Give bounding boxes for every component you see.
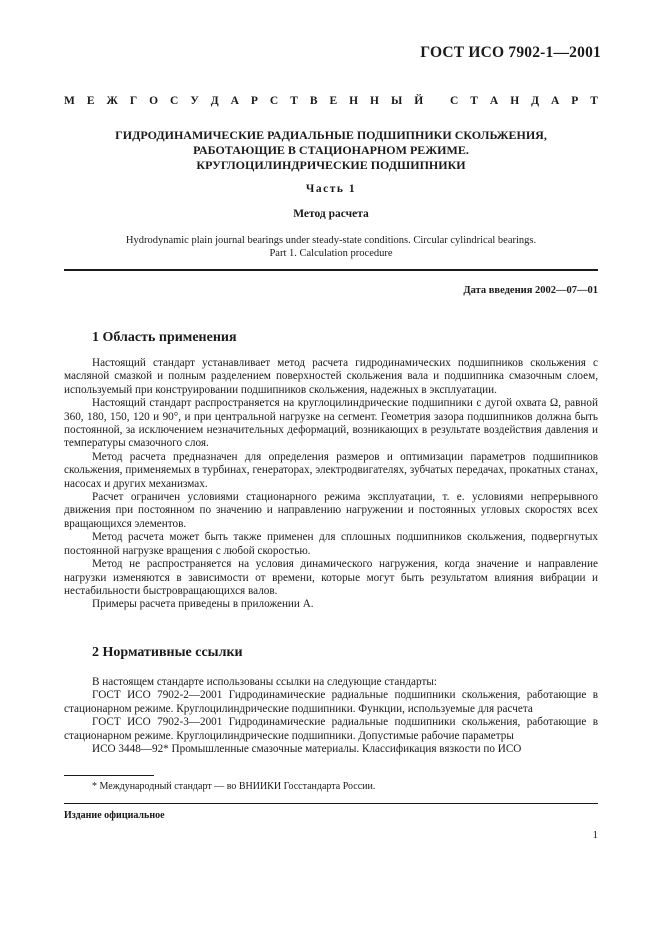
section-1-paragraph: Примеры расчета приведены в приложении А. bbox=[92, 598, 314, 611]
banner-letter: Н bbox=[510, 95, 520, 107]
banner-letter: Е bbox=[86, 95, 95, 107]
banner-letter: Ы bbox=[390, 95, 403, 107]
document-title bbox=[64, 128, 598, 173]
section-2-paragraph: ИСО 3448—92* Промышленные смазочные материалы. Классификация вязкости по ИСО bbox=[92, 743, 522, 756]
banner-letter: Й bbox=[414, 95, 424, 107]
banner-letter: Н bbox=[349, 95, 359, 107]
banner-letter: С bbox=[269, 95, 279, 107]
section-2-paragraph: В настоящем стандарте использованы ссылки на следующие стандарты: bbox=[92, 676, 437, 688]
official-divider bbox=[64, 803, 598, 804]
section-1-paragraph: Метод не распространяется на условия динамического нагружения, когда значение и направление нагрузки изменяются в зависимости от времени, которые могут быть результатом влияния вибрации и нестабильности быстровращающихся валов. bbox=[64, 558, 598, 597]
footnote-divider bbox=[64, 775, 154, 776]
official-edition-label: Издание официальное bbox=[64, 810, 165, 821]
method-title: Метод расчета bbox=[293, 208, 369, 220]
page-number: 1 bbox=[592, 829, 598, 841]
section-1-heading: 1 Область применения bbox=[92, 330, 237, 345]
title-line-1: ГИДРОДИНАМИЧЕСКИЕ РАДИАЛЬНЫЕ ПОДШИПНИКИ СКОЛЬЖЕНИЯ, bbox=[115, 128, 547, 142]
banner-letter: Т bbox=[590, 95, 598, 107]
section-1-paragraph: Расчет ограничен условиями стационарного режима эксплуатации, т. е. условиями непрерывного движения при постоянном по значению и направлению нагружении и постоянных угловых скоростях всех вращающихся элементов. bbox=[64, 491, 598, 530]
section-1-paragraph: Метод расчета предназначен для определения размеров и оптимизации параметров подшипников скольжения, применяемых в турбинах, генераторах, электродвигателях, зубчатых передачах, прокатных станах, насосах и других механизмах. bbox=[64, 450, 598, 490]
introduction-date: Дата введения 2002—07—01 bbox=[463, 285, 598, 296]
banner-letter: У bbox=[190, 95, 199, 107]
english-title-line-2: Part 1. Calculation procedure bbox=[269, 248, 393, 259]
section-2-paragraph: ГОСТ ИСО 7902-3—2001 Гидродинамические радиальные подшипники скольжения, работающие в стационарном режиме. Круглоцилиндрические подшипники. Допустимые рабочие параметры bbox=[64, 716, 598, 742]
banner-letter: Г bbox=[129, 95, 138, 107]
english-title-line-1: Hydrodynamic plain journal bearings under steady-state conditions. Circular cylindrical bearings. bbox=[125, 235, 537, 246]
banner-letter: Е bbox=[329, 95, 338, 107]
banner-letter: Р bbox=[571, 95, 579, 107]
banner-letter: А bbox=[551, 95, 560, 107]
banner-letter: Н bbox=[370, 95, 379, 107]
banner-letter: В bbox=[309, 95, 318, 107]
banner-letter: Р bbox=[250, 95, 258, 107]
interstate-standard-banner bbox=[64, 95, 598, 107]
banner-letter bbox=[435, 95, 438, 107]
section-2-body bbox=[64, 676, 598, 756]
title-divider bbox=[64, 269, 598, 271]
banner-letter: М bbox=[64, 95, 75, 107]
banner-letter: Ж bbox=[106, 95, 118, 107]
part-label: Часть 1 bbox=[305, 183, 357, 195]
english-title bbox=[64, 234, 598, 260]
banner-letter: О bbox=[149, 95, 159, 107]
title-line-3: КРУГЛОЦИЛИНДРИЧЕСКИЕ ПОДШИПНИКИ bbox=[196, 158, 466, 172]
section-1-body bbox=[64, 357, 598, 612]
banner-letter: А bbox=[230, 95, 239, 107]
title-line-2: РАБОТАЮЩИЕ В СТАЦИОНАРНОМ РЕЖИМЕ. bbox=[193, 143, 469, 157]
banner-letter: Т bbox=[290, 95, 298, 107]
footnote: * Международный стандарт — во ВНИИКИ Госстандарта России. bbox=[92, 781, 376, 792]
banner-letter: Д bbox=[210, 95, 219, 107]
banner-letter: С bbox=[170, 95, 179, 107]
section-1-paragraph: Настоящий стандарт распространяется на круглоцилиндрические подшипники с дугой охвата Ω, равной 360, 180, 150, 120 и 90°, и при центральной нагрузке на сегмент. Геометрия зазора подшипников должна быть постоянной, за исключением незначительных деформаций, возникающих в результате воздействия давления и температуры смазочного слоя. bbox=[64, 397, 598, 450]
banner-letter: А bbox=[489, 95, 499, 107]
section-1-paragraph: Метод расчета может быть также применен для сплошных подшипников скольжения, подвергнутых постоянной нагрузке вращения с любой скоростью. bbox=[64, 531, 598, 557]
section-2-heading: 2 Нормативные ссылки bbox=[92, 645, 243, 660]
banner-letter: Д bbox=[531, 95, 540, 107]
section-1-paragraph: Настоящий стандарт устанавливает метод расчета гидродинамических подшипников скольжения с масляной смазкой и полным разделением поверхностей скольжения вала и подшипника смазочным слоем, используемый при конструировании подшипников скольжения, надежных в эксплуатации. bbox=[64, 357, 598, 396]
banner-letter: С bbox=[449, 95, 459, 107]
section-2-paragraph: ГОСТ ИСО 7902-2—2001 Гидродинамические радиальные подшипники скольжения, работающие в стационарном режиме. Круглоцилиндрические подшипники. Функции, используемые для расчета bbox=[64, 689, 598, 715]
gost-number: ГОСТ ИСО 7902-1—2001 bbox=[420, 44, 601, 61]
banner-letter: Т bbox=[470, 95, 478, 107]
